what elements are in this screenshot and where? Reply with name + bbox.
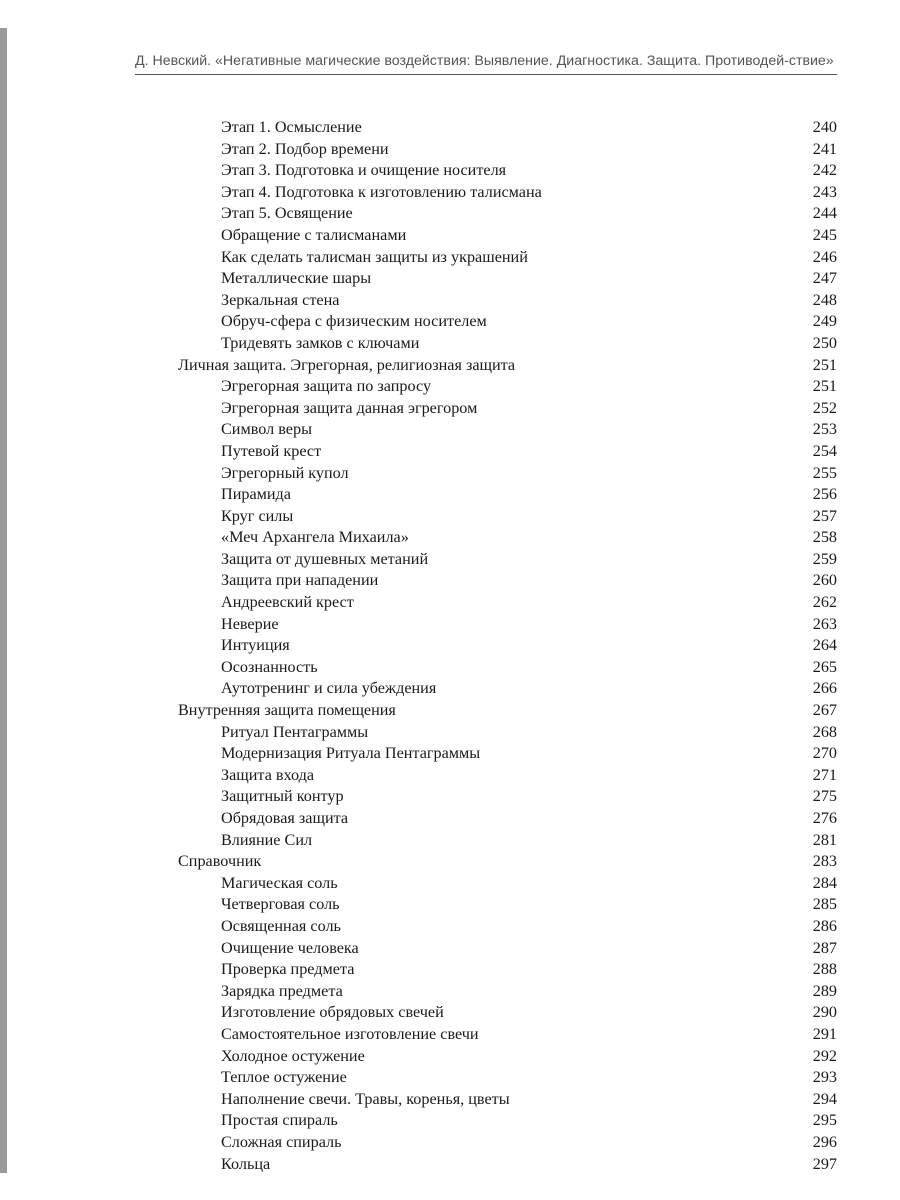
toc-entry-title: Символ веры — [221, 420, 312, 439]
toc-entry-title: Этап 4. Подготовка к изготовлению талисмана — [221, 182, 542, 201]
toc-entry-page: 253 — [812, 420, 837, 439]
toc-entry-page: 257 — [812, 506, 837, 525]
toc-entry[interactable] — [0, 808, 900, 830]
toc-entry-page: 265 — [812, 657, 837, 676]
toc-entry-page: 294 — [812, 1089, 837, 1108]
toc-entry[interactable] — [0, 1110, 900, 1132]
toc-entry-title: Эгрегорная защита по запросу — [221, 377, 432, 396]
toc-entry-title: Влияние Сил — [221, 830, 313, 849]
toc-entry-page: 286 — [812, 916, 837, 935]
toc-entry[interactable] — [0, 851, 900, 873]
toc-entry-page: 292 — [812, 1046, 837, 1065]
toc-entry-title: Освященная соль — [221, 916, 341, 935]
toc-entry[interactable] — [0, 678, 900, 700]
toc-entry[interactable] — [0, 873, 900, 895]
toc-entry-page: 248 — [812, 290, 837, 309]
toc-entry[interactable] — [0, 139, 900, 161]
toc-entry-title: Путевой крест — [221, 441, 322, 460]
toc-entry[interactable] — [0, 722, 900, 744]
toc-entry-page: 287 — [812, 938, 837, 957]
toc-entry-title: Изготовление обрядовых свечей — [221, 1003, 444, 1022]
toc-entry-title: Защита входа — [221, 765, 315, 784]
toc-entry[interactable] — [0, 376, 900, 398]
toc-entry-title: Зарядка предмета — [221, 981, 343, 1000]
toc-entry-page: 283 — [812, 852, 837, 871]
toc-entry[interactable] — [0, 225, 900, 247]
toc-entry-title: Неверие — [221, 614, 279, 633]
toc-entry[interactable] — [0, 894, 900, 916]
toc-entry[interactable] — [0, 786, 900, 808]
toc-entry-title: Модернизация Ритуала Пентаграммы — [221, 744, 481, 763]
toc-entry-title: Защита при нападении — [221, 571, 379, 590]
toc-entry[interactable] — [0, 981, 900, 1003]
toc-entry[interactable] — [0, 355, 900, 377]
toc-entry-title: Обращение с талисманами — [221, 225, 407, 244]
toc-entry[interactable] — [0, 657, 900, 679]
toc-entry[interactable] — [0, 333, 900, 355]
toc-entry[interactable] — [0, 463, 900, 485]
toc-entry[interactable] — [0, 247, 900, 269]
toc-entry[interactable] — [0, 506, 900, 528]
toc-entry-title: Ритуал Пентаграммы — [221, 722, 369, 741]
toc-entry[interactable] — [0, 1154, 900, 1176]
toc-entry-title: Этап 5. Освящение — [221, 204, 353, 223]
toc-entry-title: Эгрегорный купол — [221, 463, 349, 482]
toc-entry-page: 240 — [812, 118, 837, 136]
toc-entry-title: Зеркальная стена — [221, 290, 340, 309]
toc-entry-title: Этап 1. Осмысление — [221, 118, 362, 136]
toc-entry[interactable] — [0, 1046, 900, 1068]
toc-entry-title: Как сделать талисман защиты из украшений — [221, 247, 528, 266]
toc-entry-page: 259 — [812, 549, 837, 568]
toc-entry[interactable] — [0, 830, 900, 852]
toc-entry[interactable] — [0, 765, 900, 787]
toc-entry-page: 251 — [812, 355, 837, 374]
toc-entry[interactable] — [0, 117, 900, 139]
toc-entry[interactable] — [0, 1024, 900, 1046]
toc-entry-title: Защитный контур — [221, 787, 344, 806]
toc-entry-page: 247 — [812, 269, 837, 288]
toc-entry-title: «Меч Архангела Михаила» — [221, 528, 409, 547]
toc-entry[interactable] — [0, 700, 900, 722]
toc-entry-page: 241 — [812, 139, 837, 158]
toc-entry-title: Холодное остужение — [221, 1046, 365, 1065]
toc-entry-title: Сложная спираль — [221, 1132, 342, 1151]
toc-entry-page: 242 — [812, 161, 837, 180]
toc-entry-title: Магическая соль — [221, 873, 338, 892]
toc-entry-page: 255 — [812, 463, 837, 482]
toc-entry-title: Внутренняя защита помещения — [178, 701, 396, 720]
toc-entry[interactable] — [0, 419, 900, 441]
toc-entry-page: 245 — [812, 225, 837, 244]
toc-entry[interactable] — [0, 311, 900, 333]
toc-entry-page: 264 — [812, 636, 837, 655]
toc-entry[interactable] — [0, 203, 900, 225]
toc-entry-page: 249 — [812, 312, 837, 331]
toc-entry[interactable] — [0, 290, 900, 312]
toc-entry-title: Справочник — [178, 852, 262, 871]
toc-entry-title: Проверка предмета — [221, 960, 355, 979]
toc-entry-page: 285 — [812, 895, 837, 914]
toc-entry-title: Личная защита. Эгрегорная, религиозная защита — [178, 355, 516, 374]
toc-entry[interactable] — [0, 1002, 900, 1024]
toc-entry-title: Пирамида — [221, 485, 291, 504]
toc-entry-title: Этап 2. Подбор времени — [221, 139, 389, 158]
toc-entry-page: 266 — [812, 679, 837, 698]
toc-entry-page: 297 — [812, 1154, 837, 1173]
toc-entry-page: 289 — [812, 981, 837, 1000]
toc-entry-page: 243 — [812, 182, 837, 201]
toc-entry[interactable] — [0, 549, 900, 571]
toc-entry-page: 296 — [812, 1132, 837, 1151]
toc-entry[interactable] — [0, 1132, 900, 1154]
toc-entry[interactable] — [0, 160, 900, 182]
toc-entry-title: Самостоятельное изготовление свечи — [221, 1024, 479, 1043]
toc-entry[interactable] — [0, 441, 900, 463]
toc-entry-title: Теплое остужение — [221, 1068, 347, 1087]
toc-entry-page: 284 — [812, 873, 837, 892]
toc-entry-title: Интуиция — [221, 636, 290, 655]
toc-entry-page: 256 — [812, 485, 837, 504]
toc-entry-title: Обрядовая защита — [221, 809, 349, 827]
toc-entry-page: 295 — [812, 1111, 837, 1130]
toc-entry-page: 290 — [812, 1003, 837, 1022]
toc-entry-title: Очищение человека — [221, 938, 359, 957]
toc-entry[interactable] — [0, 614, 900, 636]
toc-entry-title: Обруч-сфера с физическим носителем — [221, 312, 487, 331]
toc-entry-title: Защита от душевных метаний — [221, 549, 429, 568]
toc-entry[interactable] — [0, 484, 900, 506]
toc-entry[interactable] — [0, 959, 900, 981]
toc-entry-page: 281 — [812, 830, 837, 849]
toc-entry-title: Аутотренинг и сила убеждения — [221, 679, 437, 698]
toc-entry[interactable] — [0, 916, 900, 938]
toc-entry-page: 258 — [812, 528, 837, 547]
toc-entry[interactable] — [0, 1067, 900, 1089]
toc-entry-page: 246 — [812, 247, 837, 266]
toc-entry-page: 260 — [812, 571, 837, 590]
toc-entry-page: 291 — [812, 1024, 837, 1043]
toc-entry-page: 276 — [812, 809, 837, 827]
running-header: Д. Невский. «Негативные магические воздействия: Выявление. Диагностика. Защита. Противодей-ствие» — [135, 52, 837, 75]
toc-entry-page: 250 — [812, 333, 837, 352]
toc-entry-page: 271 — [812, 765, 837, 784]
toc-entry-page: 270 — [812, 744, 837, 763]
toc-entry-title: Андреевский крест — [221, 593, 354, 612]
toc-entry[interactable] — [0, 743, 900, 765]
toc-entry[interactable] — [0, 527, 900, 549]
toc-entry-title: Осознанность — [221, 657, 318, 676]
toc-entry-title: Эгрегорная защита данная эгрегором — [221, 398, 478, 417]
toc-entry-page: 254 — [812, 441, 837, 460]
toc-entry[interactable] — [0, 1089, 900, 1111]
toc-entry-title: Тридевять замков с ключами — [221, 333, 420, 352]
toc-entry-title: Этап 3. Подготовка и очищение носителя — [221, 161, 507, 180]
toc-entry-title: Кольца — [221, 1154, 271, 1173]
toc-entry-page: 252 — [812, 398, 837, 417]
toc-entry-page: 263 — [812, 614, 837, 633]
toc-entry-page: 268 — [812, 722, 837, 741]
toc-entry-title: Круг силы — [221, 506, 294, 525]
toc-entry-title: Четверговая соль — [221, 895, 340, 914]
toc-entry[interactable] — [0, 570, 900, 592]
toc-entry-title: Наполнение свечи. Травы, коренья, цветы — [221, 1089, 510, 1108]
toc-entry-page: 262 — [812, 593, 837, 612]
toc-entry-page: 251 — [812, 377, 837, 396]
toc-entry-page: 293 — [812, 1068, 837, 1087]
toc-entry[interactable] — [0, 592, 900, 614]
toc-entry-page: 275 — [812, 787, 837, 806]
table-of-contents — [0, 117, 900, 1175]
toc-entry-title: Металлические шары — [221, 269, 372, 288]
toc-entry[interactable] — [0, 182, 900, 204]
toc-entry-title: Простая спираль — [221, 1111, 338, 1130]
toc-entry-page: 267 — [812, 701, 837, 720]
toc-entry-page: 288 — [812, 960, 837, 979]
toc-entry[interactable] — [0, 398, 900, 420]
toc-entry[interactable] — [0, 938, 900, 960]
toc-entry[interactable] — [0, 635, 900, 657]
toc-entry-page: 244 — [812, 204, 837, 223]
toc-entry[interactable] — [0, 268, 900, 290]
